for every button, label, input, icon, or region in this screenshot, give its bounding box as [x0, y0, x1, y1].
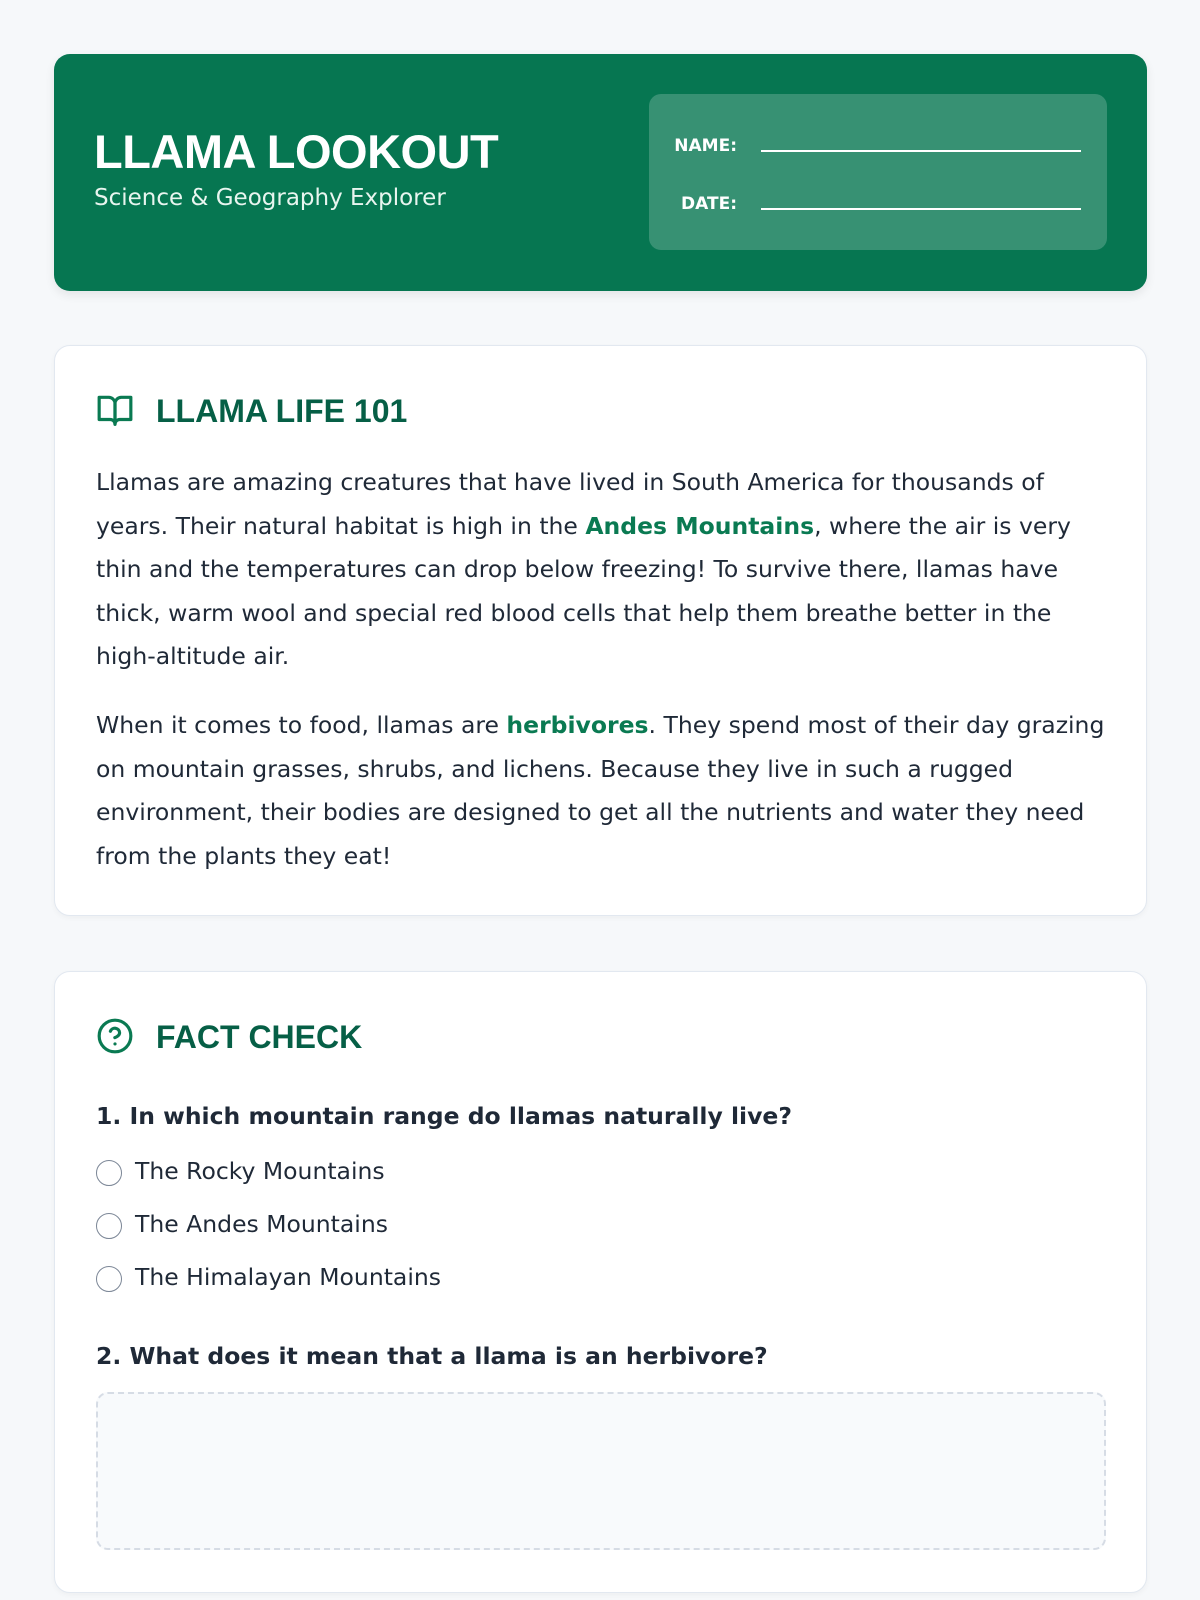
radio-button[interactable]: [96, 1266, 122, 1292]
name-line[interactable]: [761, 150, 1081, 152]
student-info-box: [649, 94, 1107, 250]
reading-paragraph-1: [96, 461, 1116, 679]
option-label: The Rocky Mountains: [135, 1157, 385, 1185]
open-book-icon: [96, 391, 134, 429]
reading-card: [54, 345, 1147, 916]
highlight-herbivores: herbivores: [506, 711, 649, 739]
worksheet-title: LLAMA LOOKOUT: [94, 125, 499, 178]
paragraph-2-text-start: When it comes to food, llamas are: [96, 711, 507, 739]
date-line[interactable]: [761, 208, 1081, 210]
question-2: 2. What does it mean that a llama is an herbivore?: [96, 1342, 768, 1370]
date-label: DATE:: [681, 194, 737, 214]
question-1: 1. In which mountain range do llamas naturally live?: [96, 1102, 792, 1130]
reading-card-title: LLAMA LIFE 101: [156, 393, 408, 429]
reading-paragraph-2: [96, 704, 1116, 878]
highlight-andes-mountains: Andes Mountains: [585, 511, 815, 540]
name-label: NAME:: [674, 136, 737, 156]
fact-check-title: FACT CHECK: [156, 1019, 363, 1055]
radio-button[interactable]: [96, 1160, 122, 1186]
fact-check-card: [54, 971, 1147, 1593]
paragraph-1-text-end: , where the air is very thin and the temperatures can drop below freezing! To survive there, llamas have thick, warm wool and special red blood cells that help them breathe better in the high-altitude air.: [96, 511, 1071, 670]
worksheet-subtitle: Science & Geography Explorer: [94, 185, 446, 211]
paragraph-1-text-start: Llamas are amazing creatures that have lived in South America for thousands of years. Their natural habitat is high in the: [96, 468, 1044, 540]
worksheet-header: [54, 54, 1147, 291]
option-label: The Himalayan Mountains: [135, 1263, 441, 1291]
paragraph-2-text-end: . They spend most of their day grazing on mountain grasses, shrubs, and lichens. Because they live in such a rugged environment, their bodies are designed to get all the nutrients and water they need from the plants they eat!: [96, 711, 1105, 870]
answer-box[interactable]: [96, 1392, 1106, 1550]
radio-button[interactable]: [96, 1213, 122, 1239]
option-label: The Andes Mountains: [135, 1210, 388, 1238]
question-circle-icon: [96, 1017, 134, 1055]
